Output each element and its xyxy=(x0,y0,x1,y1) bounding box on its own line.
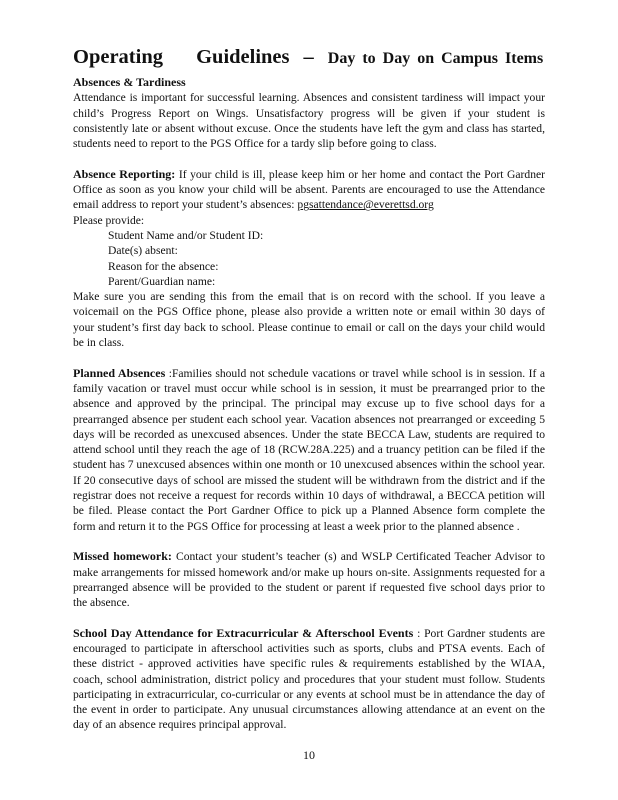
absences-section xyxy=(73,75,545,151)
absences-heading: Absences & Tardiness xyxy=(73,75,186,89)
homework-heading: Missed homework: xyxy=(73,549,172,564)
planned-section xyxy=(73,366,545,534)
title-part1: Operating Guidelines xyxy=(73,46,290,68)
field-reason: Reason for the absence: xyxy=(108,259,219,273)
reporting-body: If your child is ill, please keep him or her home and contact the Port Gardner Office as soon as you know your child will be absent. Parents are encouraged to use the Attendance email address to report your student’s absences: xyxy=(73,167,546,212)
homework-section xyxy=(73,549,545,610)
reporting-heading: Absence Reporting: xyxy=(73,166,176,181)
please-provide-label: Please provide: xyxy=(73,213,145,227)
homework-body: Contact your student’s teacher (s) and WSLP Certificated Teacher Advisor to make arrangements for missed homework and/or make up hours on-site. Assignments requested for a prearranged absence will be provided to the student or parent if requested five school days prior to the absence. xyxy=(73,550,545,610)
reporting-after: Make sure you are sending this from the email that is on record with the school. If you leave a voicemail on the PGS Office phone, please also provide a written note or email within 30 days of your student’s first day back to school. Please continue to email or call on the days your child would be in class. xyxy=(73,290,545,350)
absences-body: Attendance is important for successful learning. Absences and consistent tardiness will impact your child’s Progress Report on Wings. Unsatisfactory progress will be given if your student is consistently late or absent without excuse. Once the students have left the gym and class has started, students need to report to the PGS Office for a tardy slip before going to class. xyxy=(73,91,545,151)
title-part2: Day to Day on Campus Items xyxy=(327,50,544,67)
field-student-name: Student Name and/or Student ID: xyxy=(108,228,264,242)
reporting-section xyxy=(73,167,545,351)
extracurricular-section xyxy=(73,626,545,733)
attendance-email-link[interactable]: pgsattendance@everettsd.org xyxy=(297,198,434,212)
document-page xyxy=(73,34,545,733)
extracurricular-body: : Port Gardner students are encouraged to participate in afterschool activities such as sports, clubs and PTSA events. Each of these district - approved activities have specific rules & requirements established by the WIAA, coach, school administration, district policy and procedures that your student must follow. Students participating in extracurricular, co-curricular or any events at school must be in attendance the day of the event in order to participate. Any unusual circumstances allowing attendance at an event on the day of an absence requires principal approval. xyxy=(73,626,545,732)
extracurricular-heading: School Day Attendance for Extracurricular & Afterschool Events xyxy=(73,625,414,640)
planned-heading: Planned Absences xyxy=(73,365,166,380)
field-parent-name: Parent/Guardian name: xyxy=(108,274,216,288)
field-dates-absent: Date(s) absent: xyxy=(108,244,178,258)
page-title xyxy=(73,34,545,71)
title-dash: – xyxy=(303,46,314,68)
planned-body: :Families should not schedule vacations or travel while school is in session. If a family vacation or travel must occur while school is in session, it must be prearranged prior to the absence and approved by the principal. The principal may excuse up to five school days for a prearranged absence per student each school year. Vacation absences not prearranged or exceeding 5 days will be recorded as unexcused absences. Under the state BECCA Law, students are required to attend school until they reach the age of 18 (RCW.28A.225) and a truancy petition can be filed if the student has 7 unexcused absences within one month or 10 unexcused absences within the school year. If 20 consecutive days of school are missed the student will be withdrawn from the district and if the registrar does not receive a request for records within 10 days of withdrawal, a BECCA petition will be filed. Please contact the Port Gardner Office to pick up a Planned Absence form complete the form and return it to the PGS Office for processing at least a week prior to the planned absence . xyxy=(73,366,546,533)
page-number: 10 xyxy=(303,748,315,762)
